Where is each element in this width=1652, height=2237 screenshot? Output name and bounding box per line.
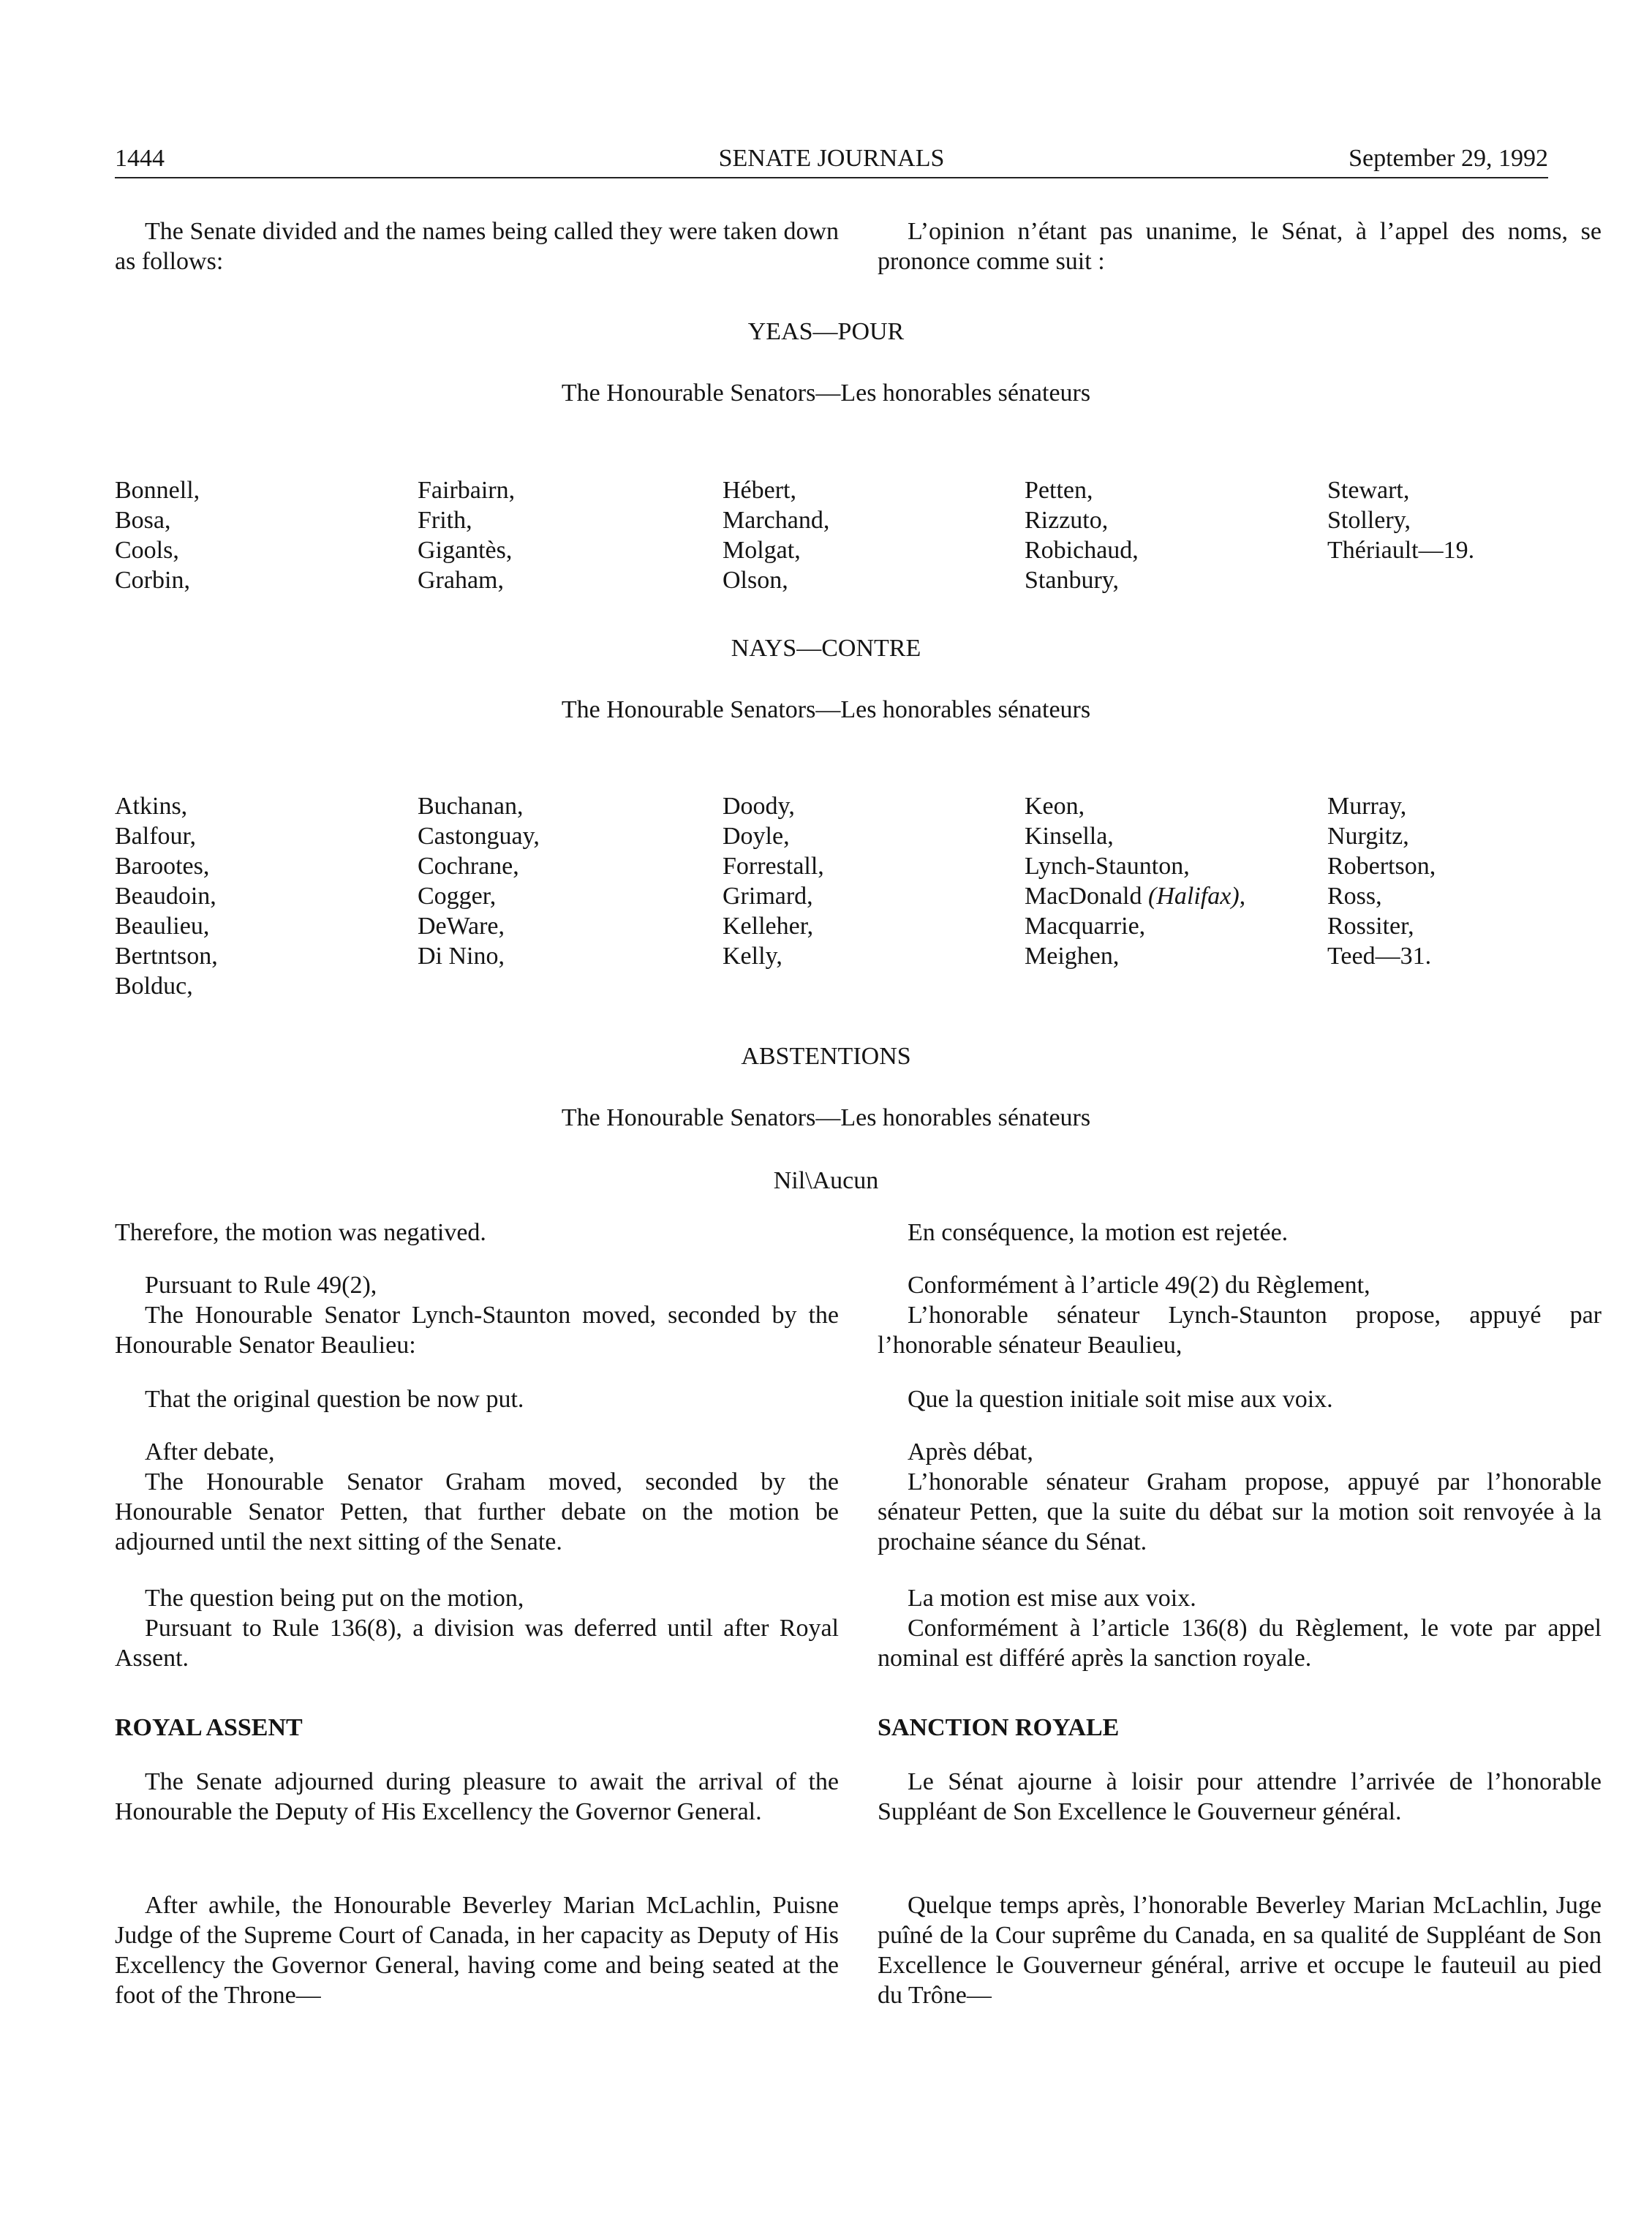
page-number: 1444 [115,145,165,172]
senator-name: Meighen, [1025,943,1120,970]
senator-name: Atkins, [115,793,188,820]
nays-column-5 [1327,791,1436,971]
senator-name: Teed—31. [1327,943,1432,970]
senator-name: Kinsella, [1025,823,1114,850]
senator-name: Thériault—19. [1327,537,1475,564]
senator-name: Bonnell, [115,477,200,504]
fr-arrivee-suppleant: Quelque temps après, l’honorable Beverley Marian McLachlin, Juge puîné de la Cour suprême du Canada, en sa qualité de Suppléant de Son Excellence le Gouverneur général, arrive et occupe le fauteuil au pied du Trône— [878,1892,1602,2009]
en-senate-adjourned: The Senate adjourned during pleasure to await the arrival of the Honourable the Deputy of His Excellency the Governor General. [115,1768,839,1825]
senator-qualifier: (Halifax), [1148,883,1246,910]
en-rule-49-motion: The Honourable Senator Lynch-Staunton moved, seconded by the Honourable Senator Beaulieu: [115,1302,839,1359]
senator-name: Balfour, [115,823,196,850]
senator-name-macdonald [1025,881,1245,911]
senator-name: Keon, [1025,793,1085,820]
journal-date: September 29, 1992 [1349,145,1548,172]
en-after-debate-line: After debate, [145,1438,275,1465]
en-rule-49 [115,1270,839,1360]
division-intro-en: The Senate divided and the names being called they were taken down as follows: [115,218,839,275]
senator-name: Kelleher, [723,913,814,940]
abstentions-title: ABSTENTIONS [741,1043,911,1070]
en-division-deferred: Pursuant to Rule 136(8), a division was deferred until after Royal Assent. [115,1615,839,1672]
en-motion-negatived: Therefore, the motion was negatived. [115,1219,486,1246]
en-rule-49-line: Pursuant to Rule 49(2), [145,1272,377,1299]
nays-column-2 [418,791,540,971]
yeas-subtitle: The Honourable Senators—Les honorables sénateurs [561,380,1091,407]
yeas-column-5 [1327,475,1474,565]
en-original-question: That the original question be now put. [145,1386,524,1413]
abstentions-subtitle: The Honourable Senators—Les honorables sénateurs [561,1104,1091,1131]
senator-name: Stewart, [1327,477,1410,504]
senator-name: Forrestall, [723,853,824,880]
senator-name: Beaulieu, [115,913,210,940]
senator-name: Petten, [1025,477,1093,504]
fr-motion-rejetee: En conséquence, la motion est rejetée. [908,1219,1289,1246]
fr-senat-ajourne: Le Sénat ajourne à loisir pour attendre l’arrivée de l’honorable Suppléant de Son Excellence le Gouverneur général. [878,1768,1602,1825]
nays-column-3 [723,791,824,971]
nays-column-1 [115,791,218,1001]
yeas-column-4 [1025,475,1139,595]
senator-name: Bertntson, [115,943,218,970]
en-question-put-line: The question being put on the motion, [145,1585,524,1612]
senator-name: Cochrane, [418,853,519,880]
fr-sanction-royale-heading: SANCTION ROYALE [878,1714,1120,1741]
senator-name: Buchanan, [418,793,524,820]
en-adjourn-motion: The Honourable Senator Graham moved, seconded by the Honourable Senator Petten, that further debate on the motion be adjourned until the next sitting of the Senate. [115,1468,839,1555]
senator-name: Bolduc, [115,973,193,1000]
senator-name: Fairbairn, [418,477,516,504]
senator-name: Di Nino, [418,943,505,970]
senator-name: Frith, [418,507,472,534]
senator-name: Castonguay, [418,823,540,850]
senator-name: Cools, [115,537,179,564]
fr-mise-aux-voix-line: La motion est mise aux voix. [908,1585,1196,1612]
senator-name: Cogger, [418,883,497,910]
en-after-debate [115,1437,839,1557]
senator-name: Rizzuto, [1025,507,1109,534]
senator-name: Macquarrie, [1025,913,1146,940]
senator-name: Ross, [1327,883,1382,910]
en-question-put [115,1583,839,1673]
senator-name: Gigantès, [418,537,513,564]
senator-name: Olson, [723,567,788,594]
senator-name: Beaudoin, [115,883,216,910]
fr-article-49-motion: L’honorable sénateur Lynch-Staunton propose, appuyé par l’honorable sénateur Beaulieu, [878,1302,1602,1359]
fr-mise-aux-voix [878,1583,1602,1673]
division-intro-fr: L’opinion n’étant pas unanime, le Sénat, à l’appel des noms, se prononce comme suit : [878,218,1602,275]
senator-name: Grimard, [723,883,813,910]
fr-vote-differe: Conformément à l’article 136(8) du Règlement, le vote par appel nominal est différé après la sanction royale. [878,1615,1602,1672]
nays-subtitle: The Honourable Senators—Les honorables sénateurs [561,696,1091,723]
senator-name: Robertson, [1327,853,1436,880]
fr-article-49-line: Conformément à l’article 49(2) du Règlement, [908,1272,1370,1299]
fr-apres-debat-line: Après débat, [908,1438,1033,1465]
senator-name: MacDonald [1025,883,1142,910]
senator-name: Doyle, [723,823,790,850]
nays-column-4 [1025,791,1245,971]
senator-name: Robichaud, [1025,537,1139,564]
abstentions-none: Nil\Aucun [773,1167,879,1194]
senator-name: Bosa, [115,507,171,534]
senator-name: Marchand, [723,507,830,534]
senator-name: Nurgitz, [1327,823,1409,850]
fr-renvoi-motion: L’honorable sénateur Graham propose, appuyé par l’honorable sénateur Petten, que la suite du débat sur la motion soit renvoyée à la prochaine séance du Sénat. [878,1468,1602,1555]
fr-question-initiale: Que la question initiale soit mise aux voix. [908,1386,1333,1413]
senator-name: Doody, [723,793,795,820]
yeas-column-2 [418,475,515,595]
senator-name: Murray, [1327,793,1407,820]
senator-name: Barootes, [115,853,210,880]
en-deputy-arrival: After awhile, the Honourable Beverley Marian McLachlin, Puisne Judge of the Supreme Court of Canada, in her capacity as Deputy of His Excellency the Governor General, having come and being seated at the foot of the Throne— [115,1892,839,2009]
senator-name: Rossiter, [1327,913,1414,940]
journal-title: SENATE JOURNALS [718,145,945,172]
yeas-column-1 [115,475,200,595]
fr-article-49 [878,1270,1602,1360]
senator-name: Lynch-Staunton, [1025,853,1190,880]
yeas-column-3 [723,475,829,595]
senator-name: Molgat, [723,537,801,564]
senator-name: Stanbury, [1025,567,1120,594]
fr-apres-debat [878,1437,1602,1557]
en-royal-assent-heading: ROYAL ASSENT [115,1714,303,1741]
senator-name: DeWare, [418,913,505,940]
page-header [115,143,1548,178]
senator-name: Graham, [418,567,505,594]
senator-name: Corbin, [115,567,190,594]
yeas-title: YEAS—POUR [747,318,905,345]
senator-name: Hébert, [723,477,797,504]
nays-title: NAYS—CONTRE [731,635,921,662]
senator-name: Kelly, [723,943,782,970]
senator-name: Stollery, [1327,507,1411,534]
